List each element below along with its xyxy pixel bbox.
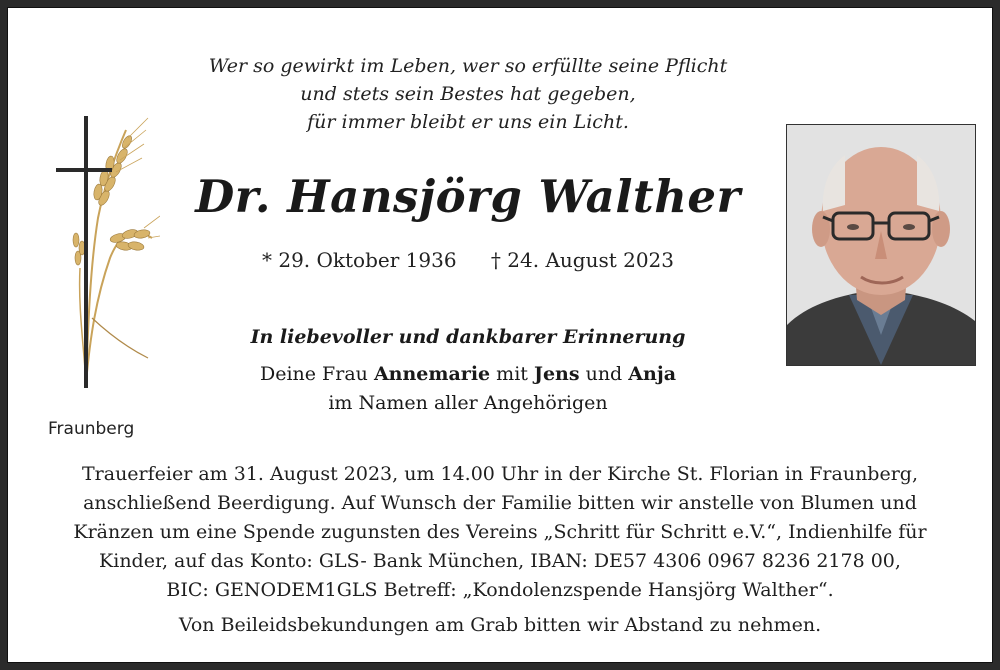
details-line: Kinder, auf das Konto: GLS- Bank München, IBAN: DE57 4306 0967 8236 2178 00, xyxy=(99,550,901,572)
birth-date: * 29. Oktober 1936 xyxy=(261,248,457,272)
family-line xyxy=(178,360,758,389)
place-label: Fraunberg xyxy=(48,419,135,439)
cross-with-wheat-icon xyxy=(48,108,160,393)
family-with: mit xyxy=(490,363,534,385)
portrait-photo xyxy=(786,124,976,366)
son-name: Jens xyxy=(533,363,580,385)
details-line: Trauerfeier am 31. August 2023, um 14.00 Uhr in der Kirche St. Florian in Fraunberg, xyxy=(81,463,919,485)
daughter-name: Anja xyxy=(628,363,677,385)
poem-line: Wer so gewirkt im Leben, wer so erfüllte seine Pflicht xyxy=(208,55,728,77)
relatives-line: im Namen aller Angehörigen xyxy=(328,392,608,414)
poem-line: und stets sein Bestes hat gegeben, xyxy=(300,83,636,105)
family-and: und xyxy=(579,363,629,385)
wife-name: Annemarie xyxy=(373,363,491,385)
family-prefix: Deine Frau xyxy=(259,363,374,385)
poem xyxy=(178,52,758,136)
obituary-card xyxy=(7,7,993,663)
closing-note: Von Beileidsbekundungen am Grab bitten wir Abstand zu nehmen. xyxy=(178,614,822,636)
death-date: † 24. August 2023 xyxy=(490,248,675,272)
details-line: anschließend Beerdigung. Auf Wunsch der Familie bitten wir anstelle von Blumen und xyxy=(83,492,917,514)
details-line: Kränzen um eine Spende zugunsten des Vereins „Schritt für Schritt e.V.“, Indienhilfe für xyxy=(73,521,927,543)
ceremony-details xyxy=(38,460,962,605)
details-line: BIC: GENODEM1GLS Betreff: „Kondolenzspende Hansjörg Walther“. xyxy=(166,579,834,601)
poem-line: für immer bleibt er uns ein Licht. xyxy=(307,111,629,133)
deceased-name: Dr. Hansjörg Walther xyxy=(195,170,741,223)
memory-heading: In liebevoller und dankbarer Erinnerung xyxy=(250,326,686,348)
family-signature xyxy=(178,360,758,418)
life-dates xyxy=(208,248,728,272)
